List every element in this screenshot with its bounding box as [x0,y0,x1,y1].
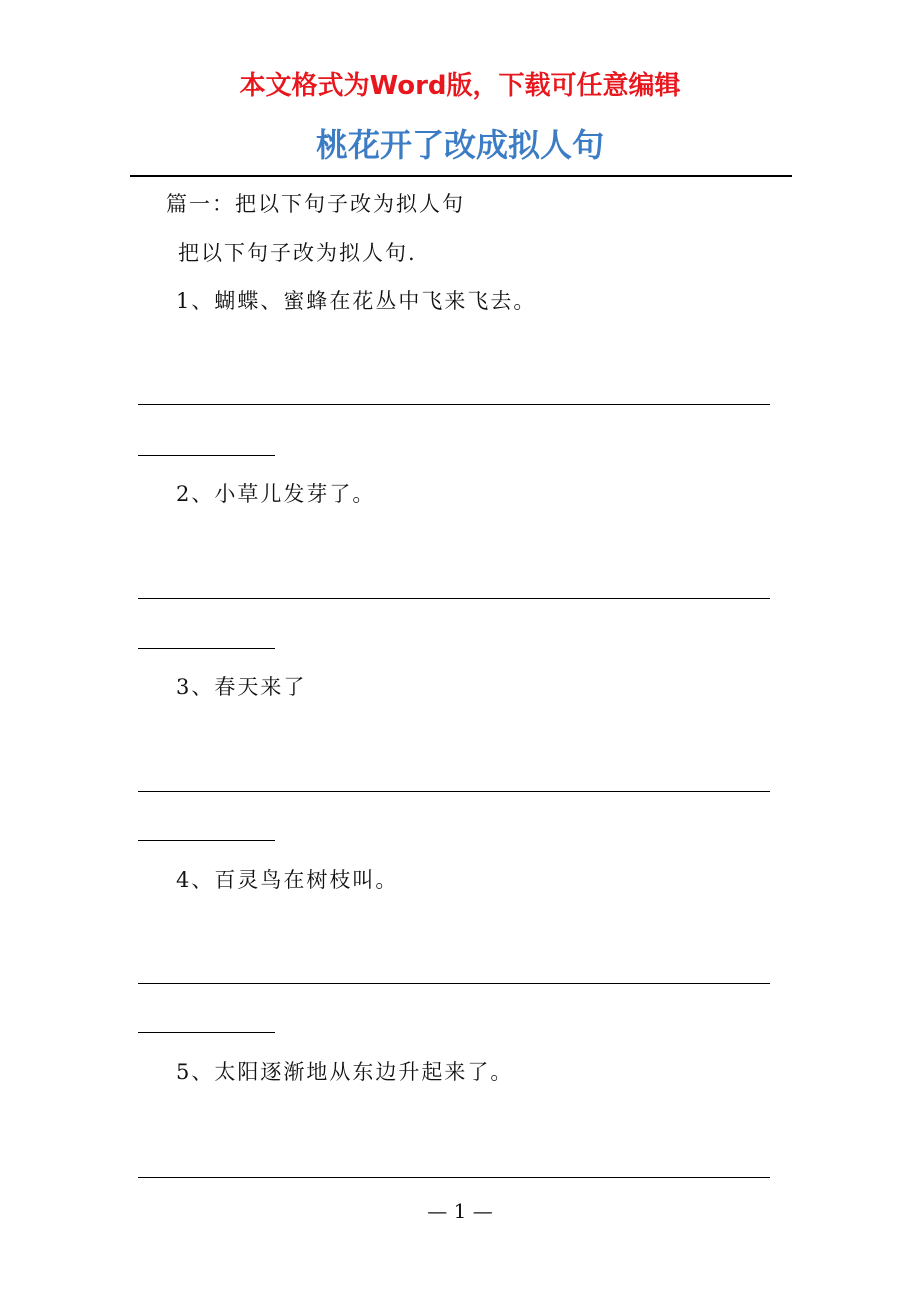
answer-line-2b [138,648,275,649]
document-title: 桃花开了改成拟人句 [315,126,604,164]
answer-line-2a [138,598,770,599]
instruction-text: 把以下句子改为拟人句. [178,241,417,265]
answer-line-1b [138,455,275,456]
section-heading: 篇一：把以下句子改为拟人句 [166,192,465,216]
answer-line-3a [138,791,770,792]
answer-line-1a [138,404,770,405]
answer-line-3b [138,840,275,841]
question-2: 2、小草儿发芽了。 [176,482,376,506]
question-5: 5、太阳逐渐地从东边升起来了。 [176,1060,514,1084]
answer-line-4a [138,983,770,984]
format-notice: 本文格式为Word版，下载可任意编辑 [239,71,681,101]
question-3: 3、春天来了 [176,675,307,699]
question-4: 4、百灵鸟在树枝叫。 [176,868,399,892]
question-1: 1、蝴蝶、蜜蜂在花丛中飞来飞去。 [176,289,537,313]
header-divider [130,175,792,177]
answer-line-4b [138,1032,275,1033]
page-number: — 1 — [427,1199,493,1223]
answer-line-5a [138,1177,770,1178]
